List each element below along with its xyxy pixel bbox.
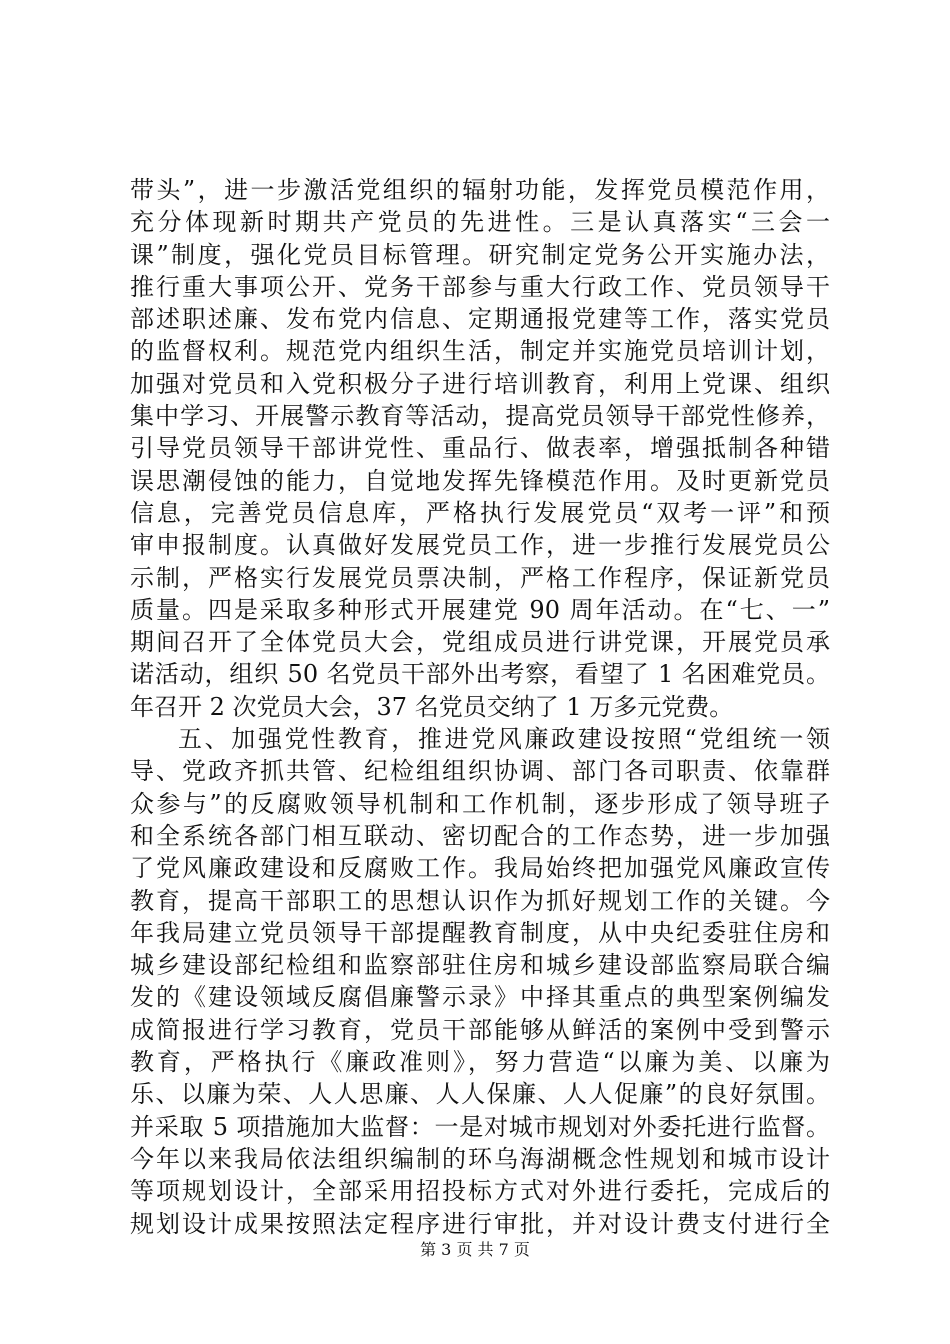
text-line: 今年以来我局依法组织编制的环乌海湖概念性规划和城市设计 [130, 1144, 830, 1173]
text-line: 审申报制度。认真做好发展党员工作，进一步推行发展党员公 [130, 531, 830, 560]
text-line: 误思潮侵蚀的能力，自觉地发挥先锋模范作用。及时更新党员 [130, 466, 830, 495]
paragraph-start-line: 五、加强党性教育，推进党风廉政建设按照“党组统一领 [178, 725, 830, 754]
text-line: 诺活动，组织 50 名党员干部外出考察，看望了 1 名困难党员。 [130, 660, 830, 689]
text-line: 推行重大事项公开、党务干部参与重大行政工作、党员领导干 [130, 272, 830, 301]
text-line: 示制，严格实行发展党员票决制，严格工作程序，保证新党员 [130, 563, 830, 592]
text-line: 信息，完善党员信息库，严格执行发展党员“双考一评”和预 [130, 498, 830, 527]
text-line: 年我局建立党员领导干部提醒教育制度，从中央纪委驻住房和 [130, 918, 830, 947]
text-line: 教育，严格执行《廉政准则》，努力营造“以廉为美、以廉为 [130, 1048, 830, 1077]
text-line: 和全系统各部门相互联动、密切配合的工作态势，进一步加强 [130, 821, 830, 850]
text-line: 城乡建设部纪检组和监察部驻住房和城乡建设部监察局联合编 [130, 951, 830, 980]
text-line: 成简报进行学习教育，党员干部能够从鲜活的案例中受到警示 [130, 1015, 830, 1044]
text-line: 了党风廉政建设和反腐败工作。我局始终把加强党风廉政宣传 [130, 854, 830, 883]
text-line: 年召开 2 次党员大会，37 名党员交纳了 1 万多元党费。 [130, 692, 734, 721]
text-line: 并采取 5 项措施加大监督：一是对城市规划对外委托进行监督。 [130, 1112, 830, 1141]
text-line: 集中学习、开展警示教育等活动，提高党员领导干部党性修养， [130, 402, 830, 431]
text-line: 等项规划设计，全部采用招投标方式对外进行委托，完成后的 [130, 1177, 830, 1206]
text-line: 众参与”的反腐败领导机制和工作机制，逐步形成了领导班子 [130, 789, 830, 818]
text-line: 乐、以廉为荣、人人思廉、人人保廉、人人促廉”的良好氛围。 [130, 1080, 830, 1109]
text-line: 教育，提高干部职工的思想认识作为抓好规划工作的关键。今 [130, 886, 830, 915]
text-line: 的监督权利。规范党内组织生活，制定并实施党员培训计划， [130, 337, 830, 366]
text-line: 课”制度，强化党员目标管理。研究制定党务公开实施办法， [130, 240, 830, 269]
text-line: 充分体现新时期共产党员的先进性。三是认真落实“三会一 [130, 208, 830, 237]
text-line: 部述职述廉、发布党内信息、定期通报党建等工作，落实党员 [130, 305, 830, 334]
body-text [130, 174, 830, 1240]
page-footer [0, 1240, 950, 1260]
text-line: 加强对党员和入党积极分子进行培训教育，利用上党课、组织 [130, 369, 830, 398]
page-number-label: 第 3 页 共 7 页 [420, 1240, 530, 1259]
text-line: 质量。四是采取多种形式开展建党 90 周年活动。在“七、一” [130, 595, 830, 624]
text-line: 规划设计成果按照法定程序进行审批，并对设计费支付进行全 [130, 1209, 830, 1238]
text-line: 导、党政齐抓共管、纪检组组织协调、部门各司职责、依靠群 [130, 757, 830, 786]
text-line: 期间召开了全体党员大会，党组成员进行讲党课，开展党员承 [130, 628, 830, 657]
text-line: 引导党员领导干部讲党性、重品行、做表率，增强抵制各种错 [130, 434, 830, 463]
text-line: 带头”，进一步激活党组织的辐射功能，发挥党员模范作用， [130, 176, 830, 204]
text-line: 发的《建设领域反腐倡廉警示录》中择其重点的典型案例编发 [130, 983, 830, 1012]
